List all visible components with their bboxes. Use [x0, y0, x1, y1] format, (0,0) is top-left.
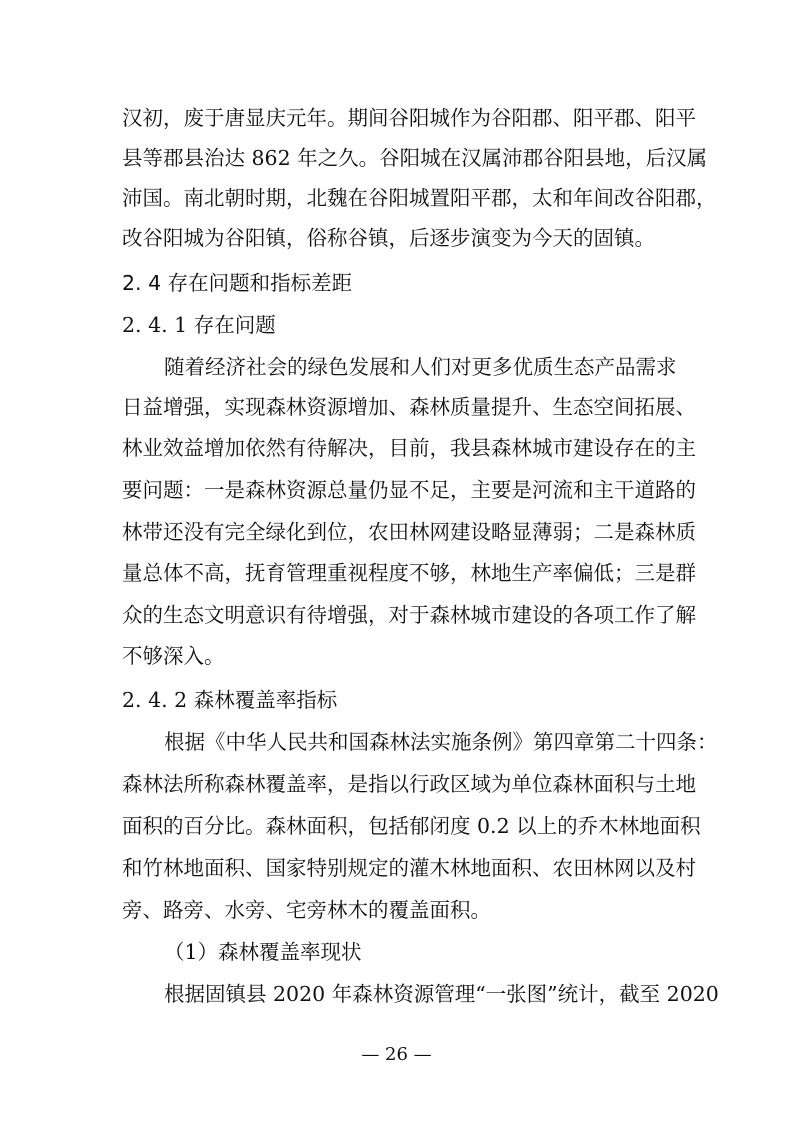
paragraph-line: 改谷阳城为谷阳镇，俗称谷镇，后逐步演变为今天的固镇。	[122, 226, 655, 250]
list-heading: （1）森林覆盖率现状	[164, 940, 362, 964]
paragraph-line: 林带还没有完全绿化到位，农田林网建设略显薄弱；二是森林质	[122, 520, 696, 544]
paragraph-line: 林业效益增加依然有待解决，目前，我县森林城市建设存在的主	[122, 436, 696, 460]
paragraph-line: 根据固镇县 2020 年森林资源管理“一张图”统计，截至 2020	[164, 982, 719, 1006]
paragraph-line: 沛国。南北朝时期，北魏在谷阳城置阳平郡，太和年间改谷阳郡，	[122, 186, 717, 210]
paragraph-line: 随着经济社会的绿色发展和人们对更多优质生态产品需求	[164, 355, 677, 379]
paragraph-line: 旁、路旁、水旁、宅旁林木的覆盖面积。	[122, 898, 491, 922]
section-heading: 2. 4 存在问题和指标差距	[122, 271, 353, 295]
paragraph-line: 众的生态文明意识有待增强，对于森林城市建设的各项工作了解	[122, 603, 696, 627]
paragraph-line: 根据《中华人民共和国森林法实施条例》第四章第二十四条：	[164, 730, 718, 754]
paragraph-line: 日益增强，实现森林资源增加、森林质量提升、生态空间拓展、	[122, 395, 696, 419]
page-number: — 26 —	[361, 1044, 432, 1065]
paragraph-line: 和竹林地面积、国家特别规定的灌木林地面积、农田林网以及村	[122, 856, 696, 880]
paragraph-line: 不够深入。	[122, 644, 225, 668]
paragraph-line: 面积的百分比。森林面积，包括郁闭度 0.2 以上的乔木林地面积	[122, 814, 701, 838]
paragraph-line: 汉初，废于唐显庆元年。期间谷阳城作为谷阳郡、阳平郡、阳平	[122, 106, 696, 130]
paragraph-line: 县等郡县治达 862 年之久。谷阳城在汉属沛郡谷阳县地，后汉属	[122, 146, 708, 170]
paragraph-line: 量总体不高，抚育管理重视程度不够，林地生产率偏低；三是群	[122, 561, 696, 585]
paragraph-line: 森林法所称森林覆盖率，是指以行政区域为单位森林面积与土地	[122, 772, 696, 796]
paragraph-line: 要问题：一是森林资源总量仍显不足，主要是河流和主干道路的	[122, 478, 696, 502]
subsection-heading: 2. 4. 2 森林覆盖率指标	[122, 688, 338, 712]
subsection-heading: 2. 4. 1 存在问题	[122, 313, 276, 337]
